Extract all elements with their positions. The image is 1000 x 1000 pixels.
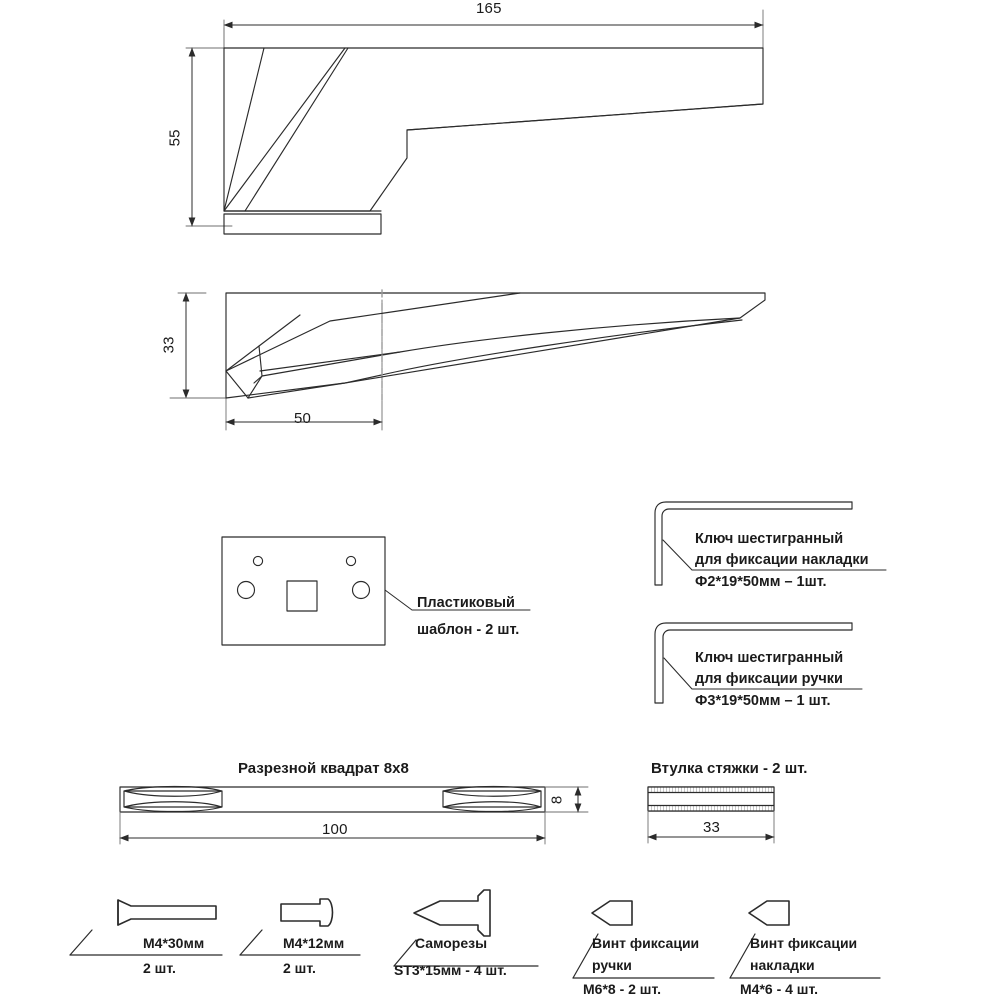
handle-side-outline: [226, 293, 765, 398]
hex-key-handle-label-line2: для фиксации ручки: [695, 671, 843, 687]
facet-line-c: [245, 48, 348, 211]
handle-taper-edge: [407, 104, 763, 130]
side-facet-d: [226, 371, 248, 398]
grub-screw-handle-label-line3: M6*8 - 2 шт.: [583, 981, 661, 997]
grub-screw-handle-label-line2: ручки: [592, 957, 632, 973]
hex-key-handle-label-line1: Ключ шестигранный: [695, 650, 844, 666]
split-square-bar-drawing: [120, 787, 588, 845]
screw-m4x12-label-line1: M4*12мм: [283, 935, 345, 951]
self-tapping-screw-label-line1: Саморезы: [415, 935, 488, 951]
side-facet-g: [248, 383, 345, 398]
screw-m4x30-label-line2: 2 шт.: [143, 960, 176, 976]
self-tapping-screw-label-line2: ST3*15мм - 4 шт.: [394, 962, 507, 978]
grub-screw-plate-label-line1: Винт фиксации: [750, 935, 858, 951]
self-tapping-screw-drawing: [394, 890, 538, 966]
grub-screw-plate-label-line3: M4*6 - 4 шт.: [740, 981, 818, 997]
split-square-bar-thickness-label: 8: [548, 795, 566, 805]
side-facet-f: [262, 352, 400, 376]
facet-line-a: [224, 48, 264, 211]
dimension-label-33: 33: [160, 336, 178, 354]
handle-base-plate: [224, 211, 381, 234]
handle-side-view: [170, 290, 765, 430]
tie-bushing-title: Втулка стяжки - 2 шт.: [651, 760, 808, 777]
hex-key-plate-label-line3: Ф2*19*50мм – 1шт.: [695, 574, 827, 590]
leader-m4x30: [70, 930, 92, 955]
side-facet-b: [226, 315, 300, 371]
grub-screw-plate-label-line2: накладки: [750, 957, 815, 973]
handle-side-upper-edge: [260, 318, 740, 371]
handle-top-outline: [224, 48, 763, 211]
hex-key-plate-label-line1: Ключ шестигранный: [695, 531, 844, 547]
handle-top-view: [186, 10, 763, 234]
split-square-bar-length-label: 100: [322, 821, 348, 838]
tie-bushing-length-label: 33: [703, 819, 721, 836]
dimension-55: [186, 48, 232, 226]
screw-m4x30-label-line1: M4*30мм: [143, 935, 205, 951]
screw-m4x12-label-line2: 2 шт.: [283, 960, 316, 976]
leader-m4x12: [240, 930, 262, 955]
plastic-template-label-line1: Пластиковый: [417, 595, 515, 611]
plastic-template-label-line2: шаблон - 2 шт.: [417, 622, 520, 638]
grub-screw-handle-label-line1: Винт фиксации: [592, 935, 700, 951]
hex-key-handle-label-line3: Ф3*19*50мм – 1 шт.: [695, 693, 831, 709]
split-square-bar-title: Разрезной квадрат 8x8: [238, 760, 409, 777]
dimension-label-50: 50: [294, 410, 312, 427]
dimension-33: [178, 293, 206, 398]
dimension-label-165: 165: [476, 0, 502, 17]
hex-key-plate-label-line2: для фиксации накладки: [695, 552, 869, 568]
dimension-50: [170, 300, 382, 430]
side-facet-a: [226, 293, 520, 371]
dimension-label-55: 55: [166, 129, 184, 147]
facet-line-b: [224, 48, 345, 211]
